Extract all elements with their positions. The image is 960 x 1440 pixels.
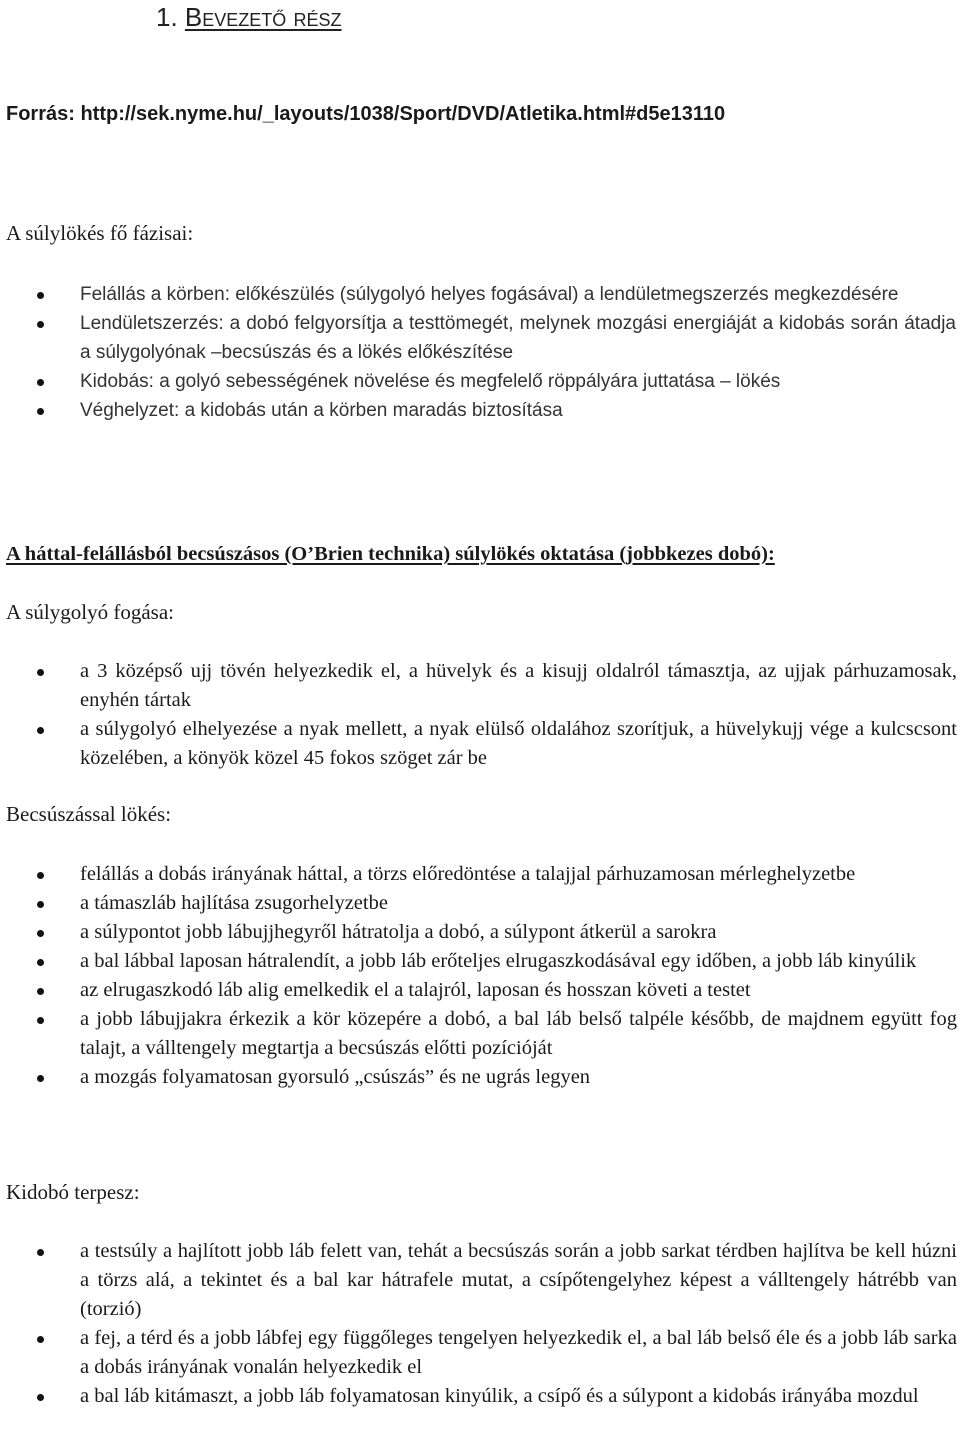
list-item: Kidobás: a golyó sebességének növelése és megfelelő röppályára juttatása – lökés <box>80 367 956 396</box>
list-item: a bal lábbal laposan hátralendít, a jobb láb erőteljes elrugaszkodásával egy időben, a jobb láb kinyúlik <box>80 947 957 976</box>
list-item: a testsúly a hajlított jobb láb felett van, tehát a becsúszás során a jobb sarkat térdben hajlítva be kell húzni a törzs alá, a tekintet és a bal kar hátrafele mutat, a csípőtengelyhez képest a válltengely hátrébb van (torzió) <box>80 1237 957 1324</box>
chapter-number: 1. <box>156 2 185 32</box>
list-item: a támaszláb hajlítása zsugorhelyzetbe <box>80 889 957 918</box>
list-item: a 3 középső ujj tövén helyezkedik el, a hüvelyk és a kisujj oldalról támasztja, az ujjak párhuzamosak, enyhén tártak <box>80 657 957 715</box>
glide-list <box>80 860 957 1092</box>
phases-list <box>80 280 956 425</box>
list-item: a fej, a térd és a jobb lábfej egy függőleges tengelyen helyezkedik el, a bal láb belső éle és a jobb láb sarka a dobás irányának vonalán helyezkedik el <box>80 1324 957 1382</box>
list-item: a súlygolyó elhelyezése a nyak mellett, a nyak elülső oldalához szorítjuk, a hüvelykujj vége a kulcscsont közelében, a könyök közel 45 fokos szöget zár be <box>80 715 957 773</box>
stance-title: Kidobó terpesz: <box>6 1180 140 1204</box>
list-item: Lendületszerzés: a dobó felgyorsítja a testtömegét, melynek mozgási energiáját a kidobás során átadja a súlygolyónak –becsúszás és a lökés előkészítése <box>80 309 956 367</box>
grip-list <box>80 657 957 773</box>
chapter-heading <box>156 2 342 33</box>
list-item: felállás a dobás irányának háttal, a törzs előredöntése a talajjal párhuzamosan mérleghelyzetbe <box>80 860 957 889</box>
list-item: a bal láb kitámaszt, a jobb láb folyamatosan kinyúlik, a csípő és a súlypont a kidobás irányába mozdul <box>80 1382 957 1411</box>
list-item: az elrugaszkodó láb alig emelkedik el a talajról, laposan és hosszan követi a testet <box>80 976 957 1005</box>
list-item: Véghelyzet: a kidobás után a körben maradás biztosítása <box>80 396 956 425</box>
list-item: a jobb lábujjakra érkezik a kör közepére a dobó, a bal láb belső talpéle később, de majdnem együtt fog talajt, a válltengely megtartja a becsúszás előtti pozícióját <box>80 1005 957 1063</box>
teaching-title: A háttal-felállásból becsúszásos (O’Brien technika) súlylökés oktatása (jobbkezes dobó): <box>6 543 775 565</box>
grip-title: A súlygolyó fogása: <box>6 600 174 624</box>
phases-title: A súlylökés fő fázisai: <box>6 221 194 245</box>
chapter-title: Bevezető rész <box>184 2 342 32</box>
list-item: Felállás a körben: előkészülés (súlygolyó helyes fogásával) a lendületmegszerzés megkezdésére <box>80 280 956 309</box>
source-line: Forrás: http://sek.nyme.hu/_layouts/1038/Sport/DVD/Atletika.html#d5e13110 <box>6 103 726 125</box>
list-item: a súlypontot jobb lábujjhegyről hátratolja a dobó, a súlypont átkerül a sarokra <box>80 918 957 947</box>
list-item: a mozgás folyamatosan gyorsuló „csúszás” és ne ugrás legyen <box>80 1063 957 1092</box>
stance-list <box>80 1237 957 1411</box>
glide-title: Becsúszással lökés: <box>6 802 172 826</box>
